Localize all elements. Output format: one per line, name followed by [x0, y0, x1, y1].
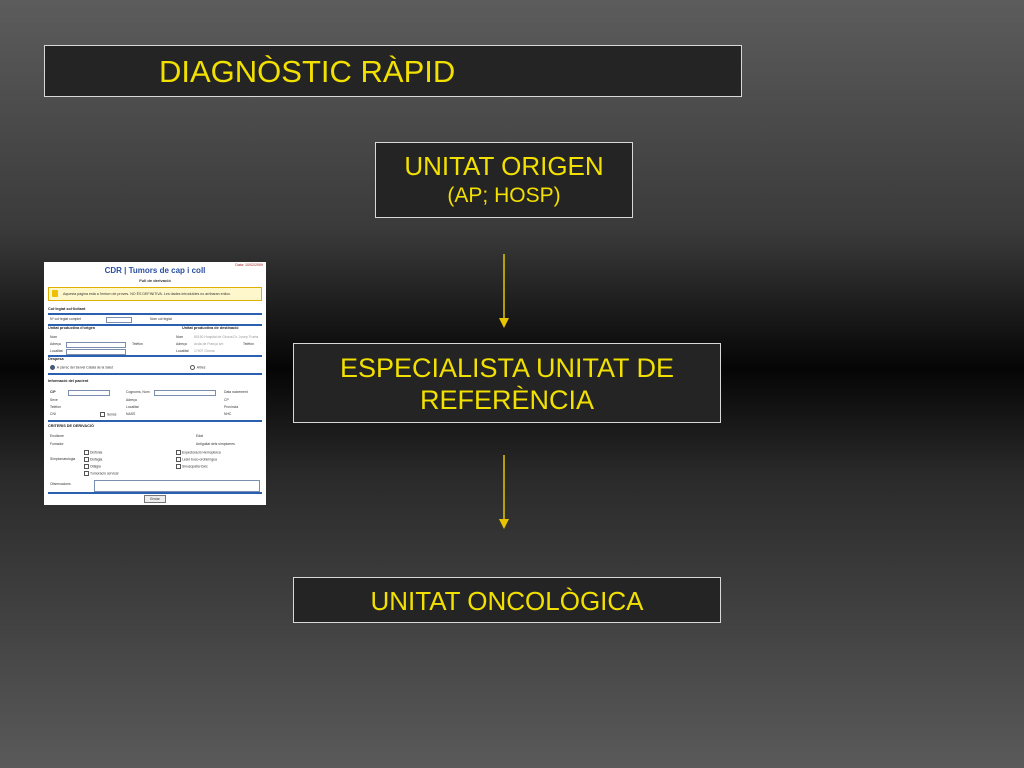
section-divider [48, 420, 262, 422]
label-observations: Observacions [50, 482, 71, 486]
dest-name-value: 80150 Hospital de Girona Dr. Josep Trueta [194, 335, 259, 339]
label-symptoms: Simptomatologia [50, 457, 76, 461]
label-no-data: Sense [106, 412, 117, 417]
label-sym2: Disfàgia [90, 457, 103, 462]
section-requester: Col·legiat sol·licitant [48, 307, 86, 311]
label-sym7: Sinusopatia tòxic [182, 464, 208, 469]
referral-form-thumbnail [44, 262, 266, 505]
label-name: Nom [50, 335, 58, 339]
sym1-checkbox[interactable] [84, 450, 89, 455]
label-dest-address: Adreça [176, 342, 187, 346]
row-cni [50, 412, 260, 416]
label-sym3: Otàlgia [90, 464, 101, 469]
label-sex: Sexe [50, 398, 58, 402]
row-expense [50, 365, 260, 370]
label-origin-unit: Unitat productiva d'origen [48, 326, 96, 330]
specialist-unit-sublabel: REFERÈNCIA [419, 385, 595, 415]
sym7-wrap [176, 464, 208, 469]
label-sym6: Lesió buco-orofaríngea [182, 457, 217, 462]
oncology-unit-box [293, 577, 721, 623]
arrow-down-1 [496, 254, 512, 330]
row-smoker [50, 442, 260, 446]
form-header: CDR | Tumors de cap i coll [104, 266, 206, 275]
label-locality: Localitat [50, 349, 63, 353]
row-sex [50, 398, 260, 402]
label-nhc: NHC [224, 412, 232, 416]
label-sym1: Disfònia [90, 450, 103, 455]
requester-num-input[interactable] [106, 317, 132, 323]
form-subtitle: Full de derivació [139, 278, 171, 283]
expense-option-2: Altres [196, 365, 206, 370]
label-surnames: Cognoms, Nom [126, 390, 150, 394]
sym7-checkbox[interactable] [176, 464, 181, 469]
dest-address-value: Avda de França s/n [194, 342, 224, 346]
row-requester [50, 317, 260, 321]
sym5-wrap [176, 450, 221, 455]
title-box [44, 45, 742, 97]
label-age: Edat [196, 434, 203, 438]
expense-radio-2[interactable] [190, 365, 195, 370]
row-smoking [50, 434, 260, 438]
label-sym5: Expectoració Hemoptoica [182, 450, 221, 455]
arrow-down-2 [496, 455, 512, 531]
no-data-checkbox[interactable] [100, 412, 105, 417]
expense-option-2-wrap [190, 365, 205, 370]
cip-input[interactable] [68, 390, 110, 396]
origin-unit-label: UNITAT ORIGEN [404, 151, 604, 181]
origin-unit-box [375, 142, 633, 218]
send-button[interactable]: Enviar [144, 495, 166, 503]
row-phone [50, 405, 260, 409]
sym2-wrap [84, 457, 102, 462]
dest-locality-value: 17007 Girona [194, 349, 215, 353]
surnames-input[interactable] [154, 390, 216, 396]
section-criteria: CRITERIS DE DERIVACIÓ [48, 424, 94, 428]
label-cni: CNI [50, 412, 56, 416]
label-requester-num: Nº col·legiat complet [50, 317, 82, 321]
label-symptom-age: Antiguitat dels símptomes [196, 442, 235, 446]
section-divider [48, 492, 262, 494]
row-sym-1 [84, 450, 260, 455]
origin-unit-sublabel: (AP; HOSP) [447, 184, 561, 207]
label-dest-unit: Unitat productiva de destinació [182, 326, 239, 330]
row-name [50, 335, 260, 339]
section-divider [48, 313, 262, 315]
label-phone-patient: Telèfon [50, 405, 61, 409]
warning-icon [52, 290, 58, 297]
label-address-patient: Adreça [126, 398, 137, 402]
expense-radio-1[interactable] [50, 365, 55, 370]
label-dest-locality: Localitat [176, 349, 189, 353]
label-phone: Telèfon [132, 342, 143, 346]
sym6-wrap [176, 457, 217, 462]
sym2-checkbox[interactable] [84, 457, 89, 462]
label-smoking: Enolisme [50, 434, 64, 438]
expense-option-1: A càrrec del Servei Català de la Salut [56, 365, 113, 370]
section-patient: Informació del pacient [48, 379, 89, 383]
oncology-unit-label: UNITAT ONCOLÒGICA [370, 586, 644, 616]
label-smoker: Fumador [50, 442, 64, 446]
section-divider [48, 373, 262, 375]
sym3-checkbox[interactable] [84, 464, 89, 469]
address-input[interactable] [66, 342, 126, 348]
specialist-unit-label: ESPECIALISTA UNITAT DE [339, 353, 675, 383]
label-dest-phone: Telèfon [243, 342, 254, 346]
label-province: Província [224, 405, 239, 409]
label-sym4: Tumoració cervical [90, 471, 119, 476]
row-sym-4 [84, 471, 260, 476]
form-warning [48, 287, 262, 301]
section-expense: Despesa [48, 357, 64, 361]
observations-textarea[interactable] [94, 480, 260, 492]
label-nass: NASS [126, 412, 136, 416]
slide-title: DIAGNÒSTIC RÀPID [159, 54, 456, 89]
row-sym-3 [84, 464, 260, 469]
label-address: Adreça [50, 342, 61, 346]
form-date: Data: 10/02/2009 [235, 263, 263, 267]
label-birthdate: Data naixement [224, 390, 248, 394]
sym6-checkbox[interactable] [176, 457, 181, 462]
label-locality-patient: Localitat [126, 405, 139, 409]
row-sym-2 [50, 457, 260, 461]
form-warning-text: Aquesta pàgina està a l'entorn de proves. NO ÉS DEFINITIVA. Les dades introduïdes no arribaran enlloc. [63, 292, 232, 296]
specialist-unit-box [293, 343, 721, 423]
no-data-wrap [100, 412, 117, 417]
section-units [48, 326, 262, 330]
sym4-checkbox[interactable] [84, 471, 89, 476]
label-cp: CP [224, 398, 229, 402]
label-cip: CIP [50, 390, 56, 394]
sym5-checkbox[interactable] [176, 450, 181, 455]
label-dest-name: Nom [176, 335, 184, 339]
label-requester-name: Nom col·legiat [150, 317, 172, 321]
